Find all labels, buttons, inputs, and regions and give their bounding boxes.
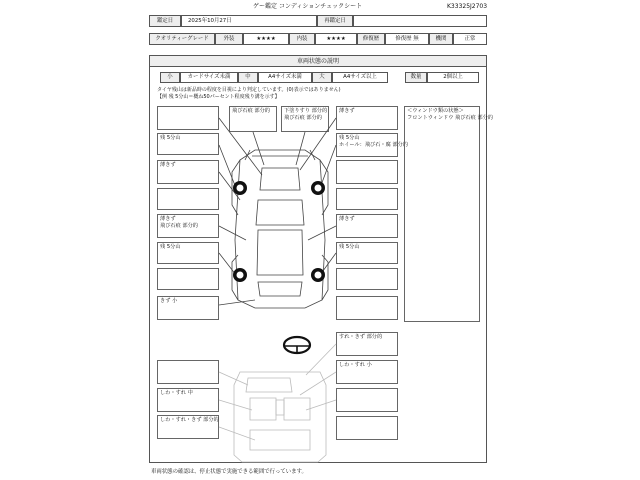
note-box-top-center-left: 飛び石痕 部分的 [229,106,277,132]
steering-wheel-icon [284,337,310,353]
note-box-interior-left-2: しわ・すれ・きず 部分的 [157,415,219,439]
note-box-interior-right-2: しわ・すれ 小 [336,360,398,384]
note-box-interior-right-1: すれ・きず 部分的 [336,332,398,356]
appraisal-date: 2025年10月27日 [181,15,317,27]
legend-large-desc: A4サイズ以上 [332,72,388,83]
tire-note-line1: タイヤ残山は新品時の程度を目視により判定しています。(0)表示ではありません) [157,87,341,93]
exterior-stars: ★★★★ [243,33,289,45]
legend-small-label: 小 [160,72,180,83]
note-box-left-bottom: きず 小 [157,296,219,320]
label-exterior: 外装 [215,33,243,45]
sheet-title: ゲー鑑定 コンディションチェックシート [253,3,363,10]
legend-small-desc: カードサイズ未満 [180,72,238,83]
note-box-interior-left-1: しわ・すれ 中 [157,388,219,412]
label-repair-history: 修復歴 [357,33,385,45]
legend-count-label: 数量 [405,72,427,83]
document-code: K33325J2703 [447,3,488,10]
note-box-left-rear: 薄きず 飛び石痕 部分的 [157,214,219,238]
legend-medium-desc: A4サイズ未満 [258,72,312,83]
label-interior: 内装 [289,33,315,45]
label-engine: 機関 [429,33,453,45]
note-box-left-mid: 薄きず [157,160,219,184]
label-appraisal-date: 鑑定日 [149,15,181,27]
label-reappraisal-date: 再鑑定日 [317,15,353,27]
engine-value: 正常 [453,33,487,45]
note-box-left-tire-front: 残 5分山 [157,133,219,155]
note-box-right-1: 薄きず [336,106,398,130]
note-box-left-tire-rear: 残 5分山 [157,242,219,264]
interior-stars: ★★★★ [315,33,357,45]
note-box-top-center-right: 下塗りすり 部分的 飛び石痕 部分的 [281,106,329,132]
legend-count-value: 2個以上 [427,72,479,83]
legend-medium-label: 中 [238,72,258,83]
label-quality-grade: クオリティーグレード [149,33,215,45]
legend-large-label: 大 [312,72,332,83]
footer-note: 車両状態の確認は、停止状態で実施できる範囲で行っています。 [151,469,307,475]
note-box-right-tire-rear: 残 5分山 [336,242,398,264]
section-title: 車両状態の説明 [149,55,487,67]
note-box-right-tire-front: 残 5分山 ホイール：飛び石・腐 部分的 [336,133,398,157]
note-box-right-rear: 薄きず [336,214,398,238]
tire-note-line2: 【例 残 5分山＝概ね50パーセント程度残り溝を示す】 [157,94,280,100]
repair-history-value: 修復歴 無 [385,33,429,45]
window-condition-box: ＜ウィンドウ類の状態＞ フロントウィンドウ 飛び石痕 部分的 [404,106,480,322]
